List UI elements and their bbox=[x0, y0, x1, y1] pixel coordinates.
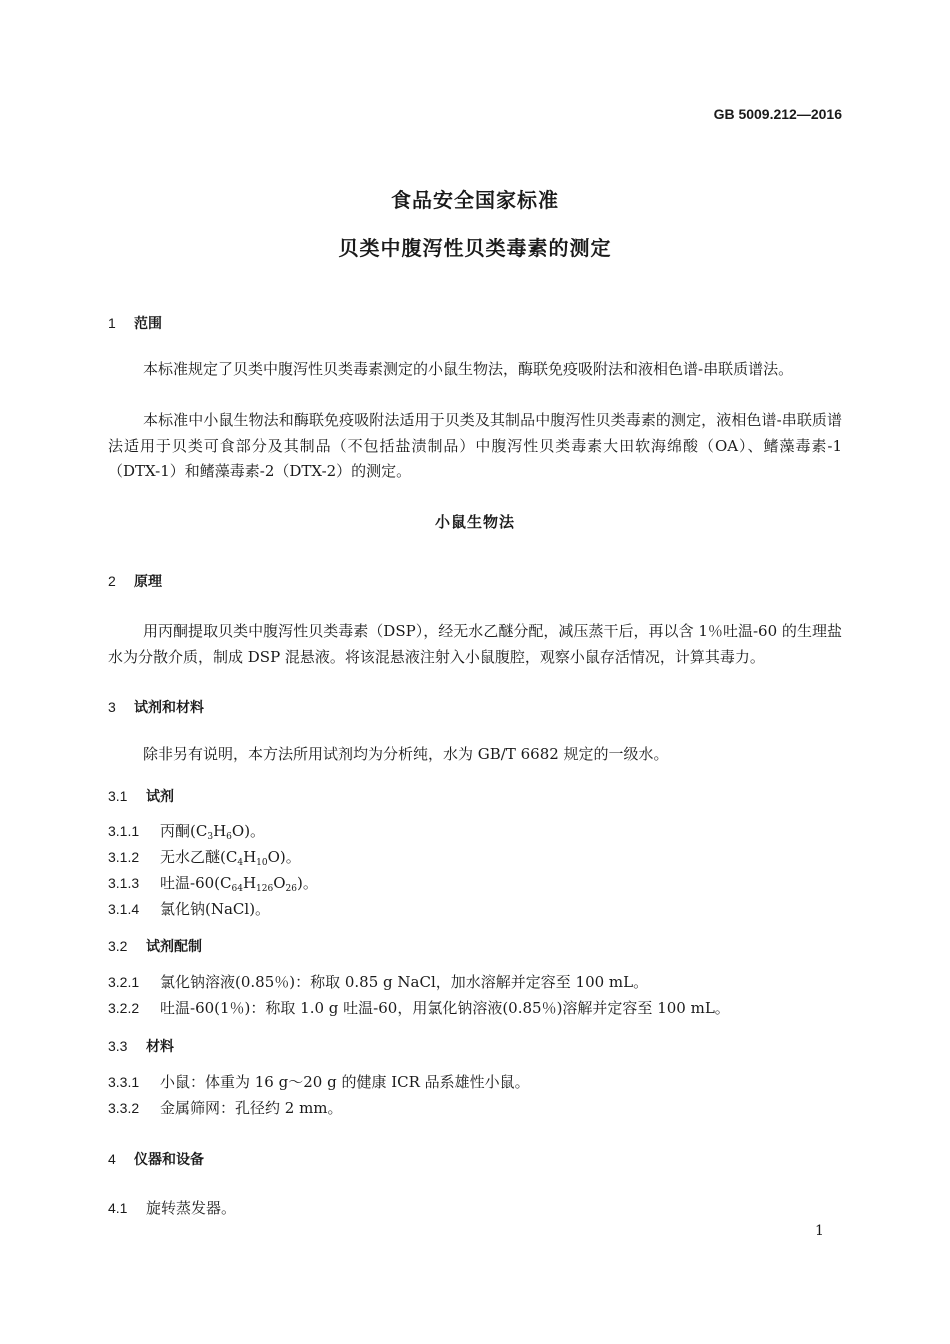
list-item bbox=[108, 1197, 236, 1218]
item-text: 丙酮(C bbox=[160, 822, 208, 840]
subscript: 64 bbox=[231, 884, 243, 894]
list-item bbox=[108, 898, 270, 919]
section-number: 3.3 bbox=[108, 1038, 128, 1054]
section-heading-2 bbox=[108, 571, 162, 591]
subscript: 26 bbox=[285, 884, 297, 894]
item-text: 小鼠：体重为 16 g～20 g 的健康 ICR 品系雄性小鼠。 bbox=[160, 1073, 530, 1091]
item-text: O)。 bbox=[231, 822, 266, 840]
section-number: 1 bbox=[108, 315, 116, 331]
item-number: 3.1.3 bbox=[108, 875, 140, 891]
subscript: 6 bbox=[226, 832, 232, 842]
section-number: 4 bbox=[108, 1151, 116, 1167]
section-title: 范围 bbox=[134, 316, 162, 332]
list-item bbox=[108, 971, 648, 992]
section-title: 仪器和设备 bbox=[134, 1152, 204, 1168]
paragraph: 本标准中小鼠生物法和酶联免疫吸附法适用于贝类及其制品中腹泻性贝类毒素的测定，液相色谱-串联质谱法适用于贝类可食部分及其制品（不包括盐渍制品）中腹泻性贝类毒素大田软海绵酸（OA）、鳍藻毒素-1（DTX-1）和鳍藻毒素-2（DTX-2）的测定。 bbox=[108, 411, 842, 480]
section-heading-3-2 bbox=[108, 936, 202, 956]
method-title: 小鼠生物法 bbox=[434, 513, 515, 531]
item-text: O)。 bbox=[267, 848, 301, 866]
item-number: 3.1.2 bbox=[108, 849, 140, 865]
list-item bbox=[108, 872, 318, 894]
standard-number: GB 5009.212—2016 bbox=[713, 106, 842, 122]
item-text: 旋转蒸发器。 bbox=[146, 1199, 237, 1217]
document-title: 食品安全国家标准 bbox=[391, 188, 559, 212]
item-number: 3.3.2 bbox=[108, 1100, 140, 1116]
section-number: 2 bbox=[108, 573, 116, 589]
subscript: 126 bbox=[256, 884, 274, 894]
list-item bbox=[108, 997, 730, 1018]
section-heading-1 bbox=[108, 313, 162, 333]
subscript: 10 bbox=[256, 858, 268, 868]
section-heading-3-3 bbox=[108, 1036, 174, 1056]
section-heading-4 bbox=[108, 1149, 204, 1169]
subscript: 3 bbox=[207, 832, 214, 842]
paragraph: 本标准规定了贝类中腹泻性贝类毒素测定的小鼠生物法，酶联免疫吸附法和液相色谱-串联质谱法。 bbox=[143, 360, 794, 378]
item-number: 3.2.1 bbox=[108, 974, 140, 990]
item-text: 吐温-60(C bbox=[160, 874, 232, 892]
item-text: 吐温-60(1％)：称取 1.0 g 吐温-60，用氯化钠溶液(0.85％)溶解并定容至 100 mL。 bbox=[160, 999, 730, 1017]
section-number: 3 bbox=[108, 699, 116, 715]
section-title: 材料 bbox=[146, 1039, 174, 1055]
section-title: 试剂 bbox=[146, 789, 174, 805]
list-item bbox=[108, 1071, 530, 1092]
page-number: 1 bbox=[815, 1223, 824, 1239]
document-subtitle: 贝类中腹泻性贝类毒素的测定 bbox=[338, 236, 612, 260]
section-title: 试剂配制 bbox=[146, 939, 202, 955]
item-number: 4.1 bbox=[108, 1200, 128, 1216]
list-item bbox=[108, 1097, 343, 1118]
item-text: H bbox=[243, 848, 257, 866]
item-text: 氯化钠(NaCl)。 bbox=[160, 900, 271, 918]
subscript: 4 bbox=[237, 858, 244, 868]
item-number: 3.1.4 bbox=[108, 901, 140, 917]
section-heading-3 bbox=[108, 697, 204, 717]
section-title: 试剂和材料 bbox=[134, 700, 204, 716]
item-text: H bbox=[242, 874, 257, 892]
item-number: 3.2.2 bbox=[108, 1000, 140, 1016]
item-text: )。 bbox=[297, 874, 318, 892]
section-number: 3.1 bbox=[108, 788, 128, 804]
item-number: 3.1.1 bbox=[108, 823, 140, 839]
item-text: H bbox=[213, 822, 227, 840]
paragraph: 除非另有说明，本方法所用试剂均为分析纯，水为 GB/T 6682 规定的一级水。 bbox=[143, 745, 669, 763]
section-heading-3-1 bbox=[108, 786, 174, 806]
item-text: 无水乙醚(C bbox=[160, 848, 238, 866]
item-text: 氯化钠溶液(0.85％)：称取 0.85 g NaCl，加水溶解并定容至 100 mL。 bbox=[160, 973, 649, 991]
paragraph: 用丙酮提取贝类中腹泻性贝类毒素（DSP），经无水乙醚分配，减压蒸干后，再以含 1％吐温-60 的生理盐水为分散介质，制成 DSP 混悬液。将该混悬液注射入小鼠腹腔，观察小鼠存活情况，计算其毒力。 bbox=[108, 622, 842, 666]
section-title: 原理 bbox=[134, 574, 162, 590]
item-text: 金属筛网：孔径约 2 mm。 bbox=[160, 1099, 343, 1117]
list-item bbox=[108, 846, 301, 868]
item-text: O bbox=[273, 874, 286, 892]
list-item bbox=[108, 820, 265, 842]
item-number: 3.3.1 bbox=[108, 1074, 140, 1090]
section-number: 3.2 bbox=[108, 938, 128, 954]
